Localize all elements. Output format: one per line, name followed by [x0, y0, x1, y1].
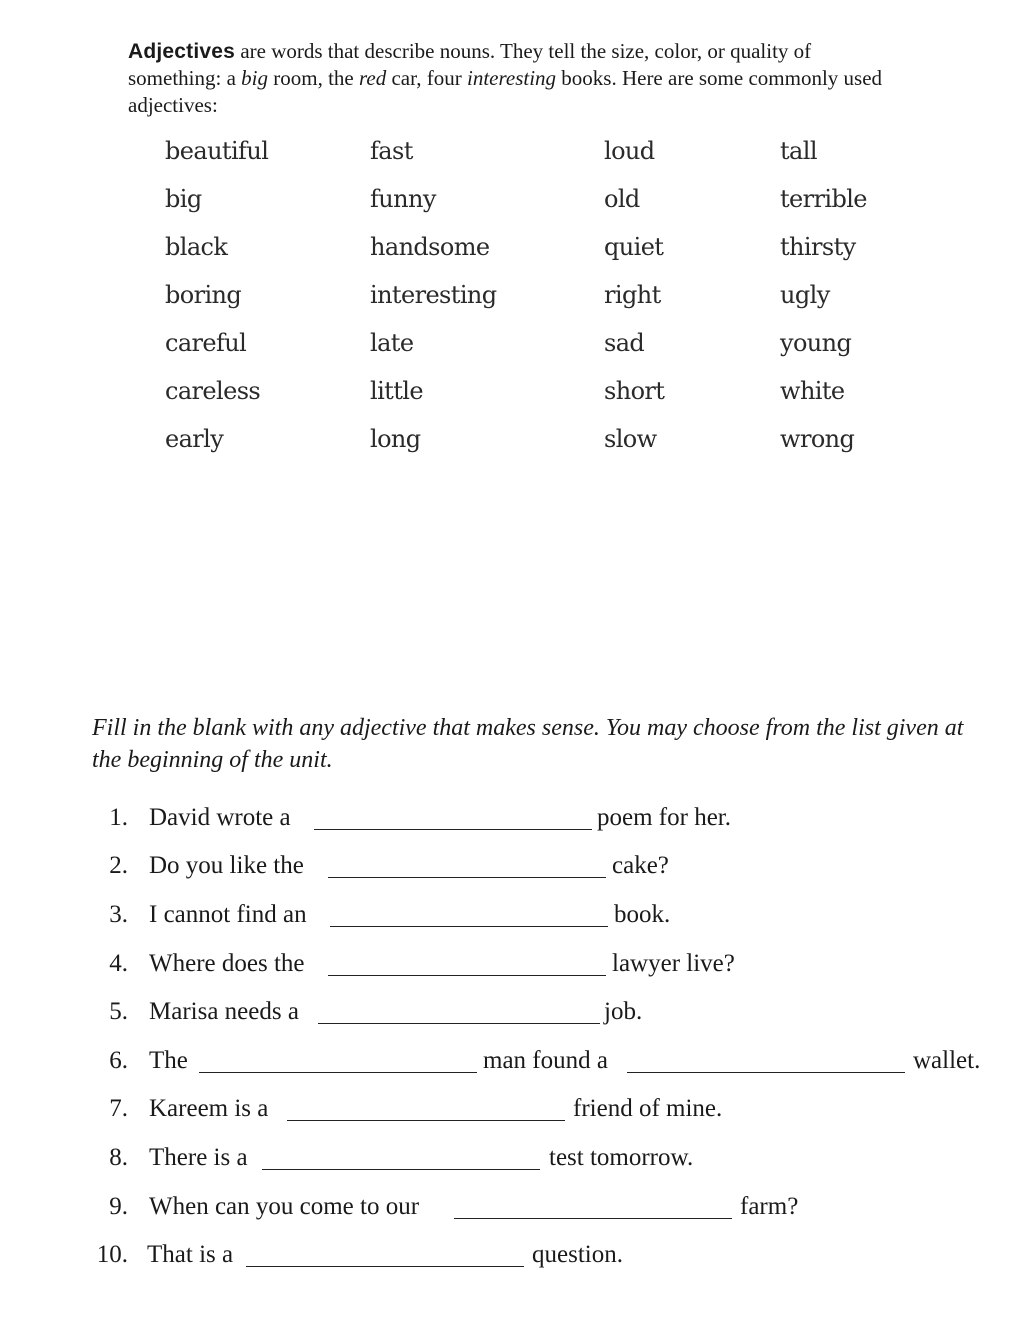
adjective-word: right [604, 281, 661, 309]
adjective-word: black [165, 233, 228, 261]
sentence-start: Do you like the [149, 852, 304, 879]
exercise-item-10 [0, 1241, 1024, 1275]
adjective-word: sad [604, 329, 645, 357]
intro-text-2: room, the [268, 66, 359, 90]
sentence-start: Marisa needs a [149, 998, 299, 1025]
adjective-word: big [165, 185, 202, 213]
sentence-end: question. [532, 1241, 623, 1268]
intro-text-1: are words that describe nouns. They tell the size, color, or quality of something: a [128, 39, 812, 90]
answer-blank[interactable] [246, 1266, 524, 1267]
adjective-word: early [165, 425, 224, 453]
adjective-word: careful [165, 329, 247, 357]
intro-text-3: car, four [386, 66, 467, 90]
adjective-word: little [370, 377, 423, 405]
sentence-start: When can you come to our [149, 1193, 420, 1220]
sentence-start: That is a [147, 1241, 234, 1268]
sentence-end: job. [604, 998, 643, 1025]
adjective-word: quiet [604, 233, 664, 261]
adjective-word: old [604, 185, 640, 213]
exercise-item-4 [0, 950, 1024, 984]
exercise-item-3 [0, 901, 1024, 935]
adjective-word: handsome [370, 233, 490, 261]
example-big: big [241, 66, 268, 90]
sentence-end: cake? [612, 852, 669, 879]
adjective-word: terrible [780, 185, 867, 213]
exercise-number: 10. [96, 1241, 128, 1268]
answer-blank[interactable] [627, 1072, 905, 1073]
answer-blank[interactable] [328, 975, 606, 976]
adjective-word: slow [604, 425, 657, 453]
sentence-start: Where does the [149, 950, 305, 977]
adjective-word: tall [780, 137, 817, 165]
exercise-item-2 [0, 852, 1024, 886]
adjective-word: white [780, 377, 845, 405]
sentence-start: Kareem is a [149, 1095, 269, 1122]
sentence-end: poem for her. [597, 804, 731, 831]
adjective-word: beautiful [165, 137, 269, 165]
adjective-word: late [370, 329, 414, 357]
sentence-end: book. [614, 901, 671, 928]
answer-blank[interactable] [314, 829, 592, 830]
exercise-number: 3. [109, 901, 128, 928]
sentence-start: The [149, 1047, 188, 1074]
answer-blank[interactable] [330, 926, 608, 927]
exercise-item-6 [0, 1047, 1024, 1081]
sentence-end: farm? [740, 1193, 799, 1220]
answer-blank[interactable] [328, 877, 606, 878]
exercise-item-5 [0, 998, 1024, 1032]
exercise-number: 8. [109, 1144, 128, 1171]
intro-paragraph [128, 38, 888, 119]
adjective-word: loud [604, 137, 655, 165]
adjective-word: fast [370, 137, 413, 165]
exercise-number: 1. [109, 804, 128, 831]
adjective-word: young [780, 329, 852, 357]
exercise-number: 7. [109, 1095, 128, 1122]
sentence-start: There is a [149, 1144, 248, 1171]
adjective-word: interesting [370, 281, 497, 309]
exercise-item-8 [0, 1144, 1024, 1178]
exercise-item-9 [0, 1193, 1024, 1227]
answer-blank[interactable] [262, 1169, 540, 1170]
sentence-middle: man found a [483, 1047, 608, 1074]
sentence-start: I cannot find an [149, 901, 307, 928]
sentence-end: test tomorrow. [549, 1144, 694, 1171]
adjective-word: funny [370, 185, 436, 213]
exercise-number: 6. [109, 1047, 128, 1074]
adjective-word: thirsty [780, 233, 856, 261]
adjective-word: short [604, 377, 665, 405]
adjective-word: careless [165, 377, 261, 405]
adjective-word: wrong [780, 425, 855, 453]
answer-blank[interactable] [287, 1120, 565, 1121]
exercise-item-1 [0, 804, 1024, 838]
term-adjectives: Adjectives [128, 40, 236, 63]
exercise-number: 9. [109, 1193, 128, 1220]
sentence-end: friend of mine. [573, 1095, 723, 1122]
adjective-word: ugly [780, 281, 830, 309]
intro-text-4: books. Here are some commonly used adjectives: [128, 66, 883, 117]
adjective-word: long [370, 425, 421, 453]
exercise-number: 2. [109, 852, 128, 879]
exercise-number: 4. [109, 950, 128, 977]
exercise-item-7 [0, 1095, 1024, 1129]
sentence-start: David wrote a [149, 804, 291, 831]
sentence-end: wallet. [913, 1047, 981, 1074]
example-red: red [358, 66, 387, 90]
answer-blank[interactable] [199, 1072, 477, 1073]
answer-blank[interactable] [318, 1023, 600, 1024]
exercise-number: 5. [109, 998, 128, 1025]
sentence-end: lawyer live? [612, 950, 735, 977]
answer-blank[interactable] [454, 1218, 732, 1219]
example-interesting: interesting [466, 66, 557, 90]
adjective-word: boring [165, 281, 242, 309]
exercise-instructions: Fill in the blank with any adjective that makes sense. You may choose from the list given at the beginning of the unit. [92, 715, 964, 773]
